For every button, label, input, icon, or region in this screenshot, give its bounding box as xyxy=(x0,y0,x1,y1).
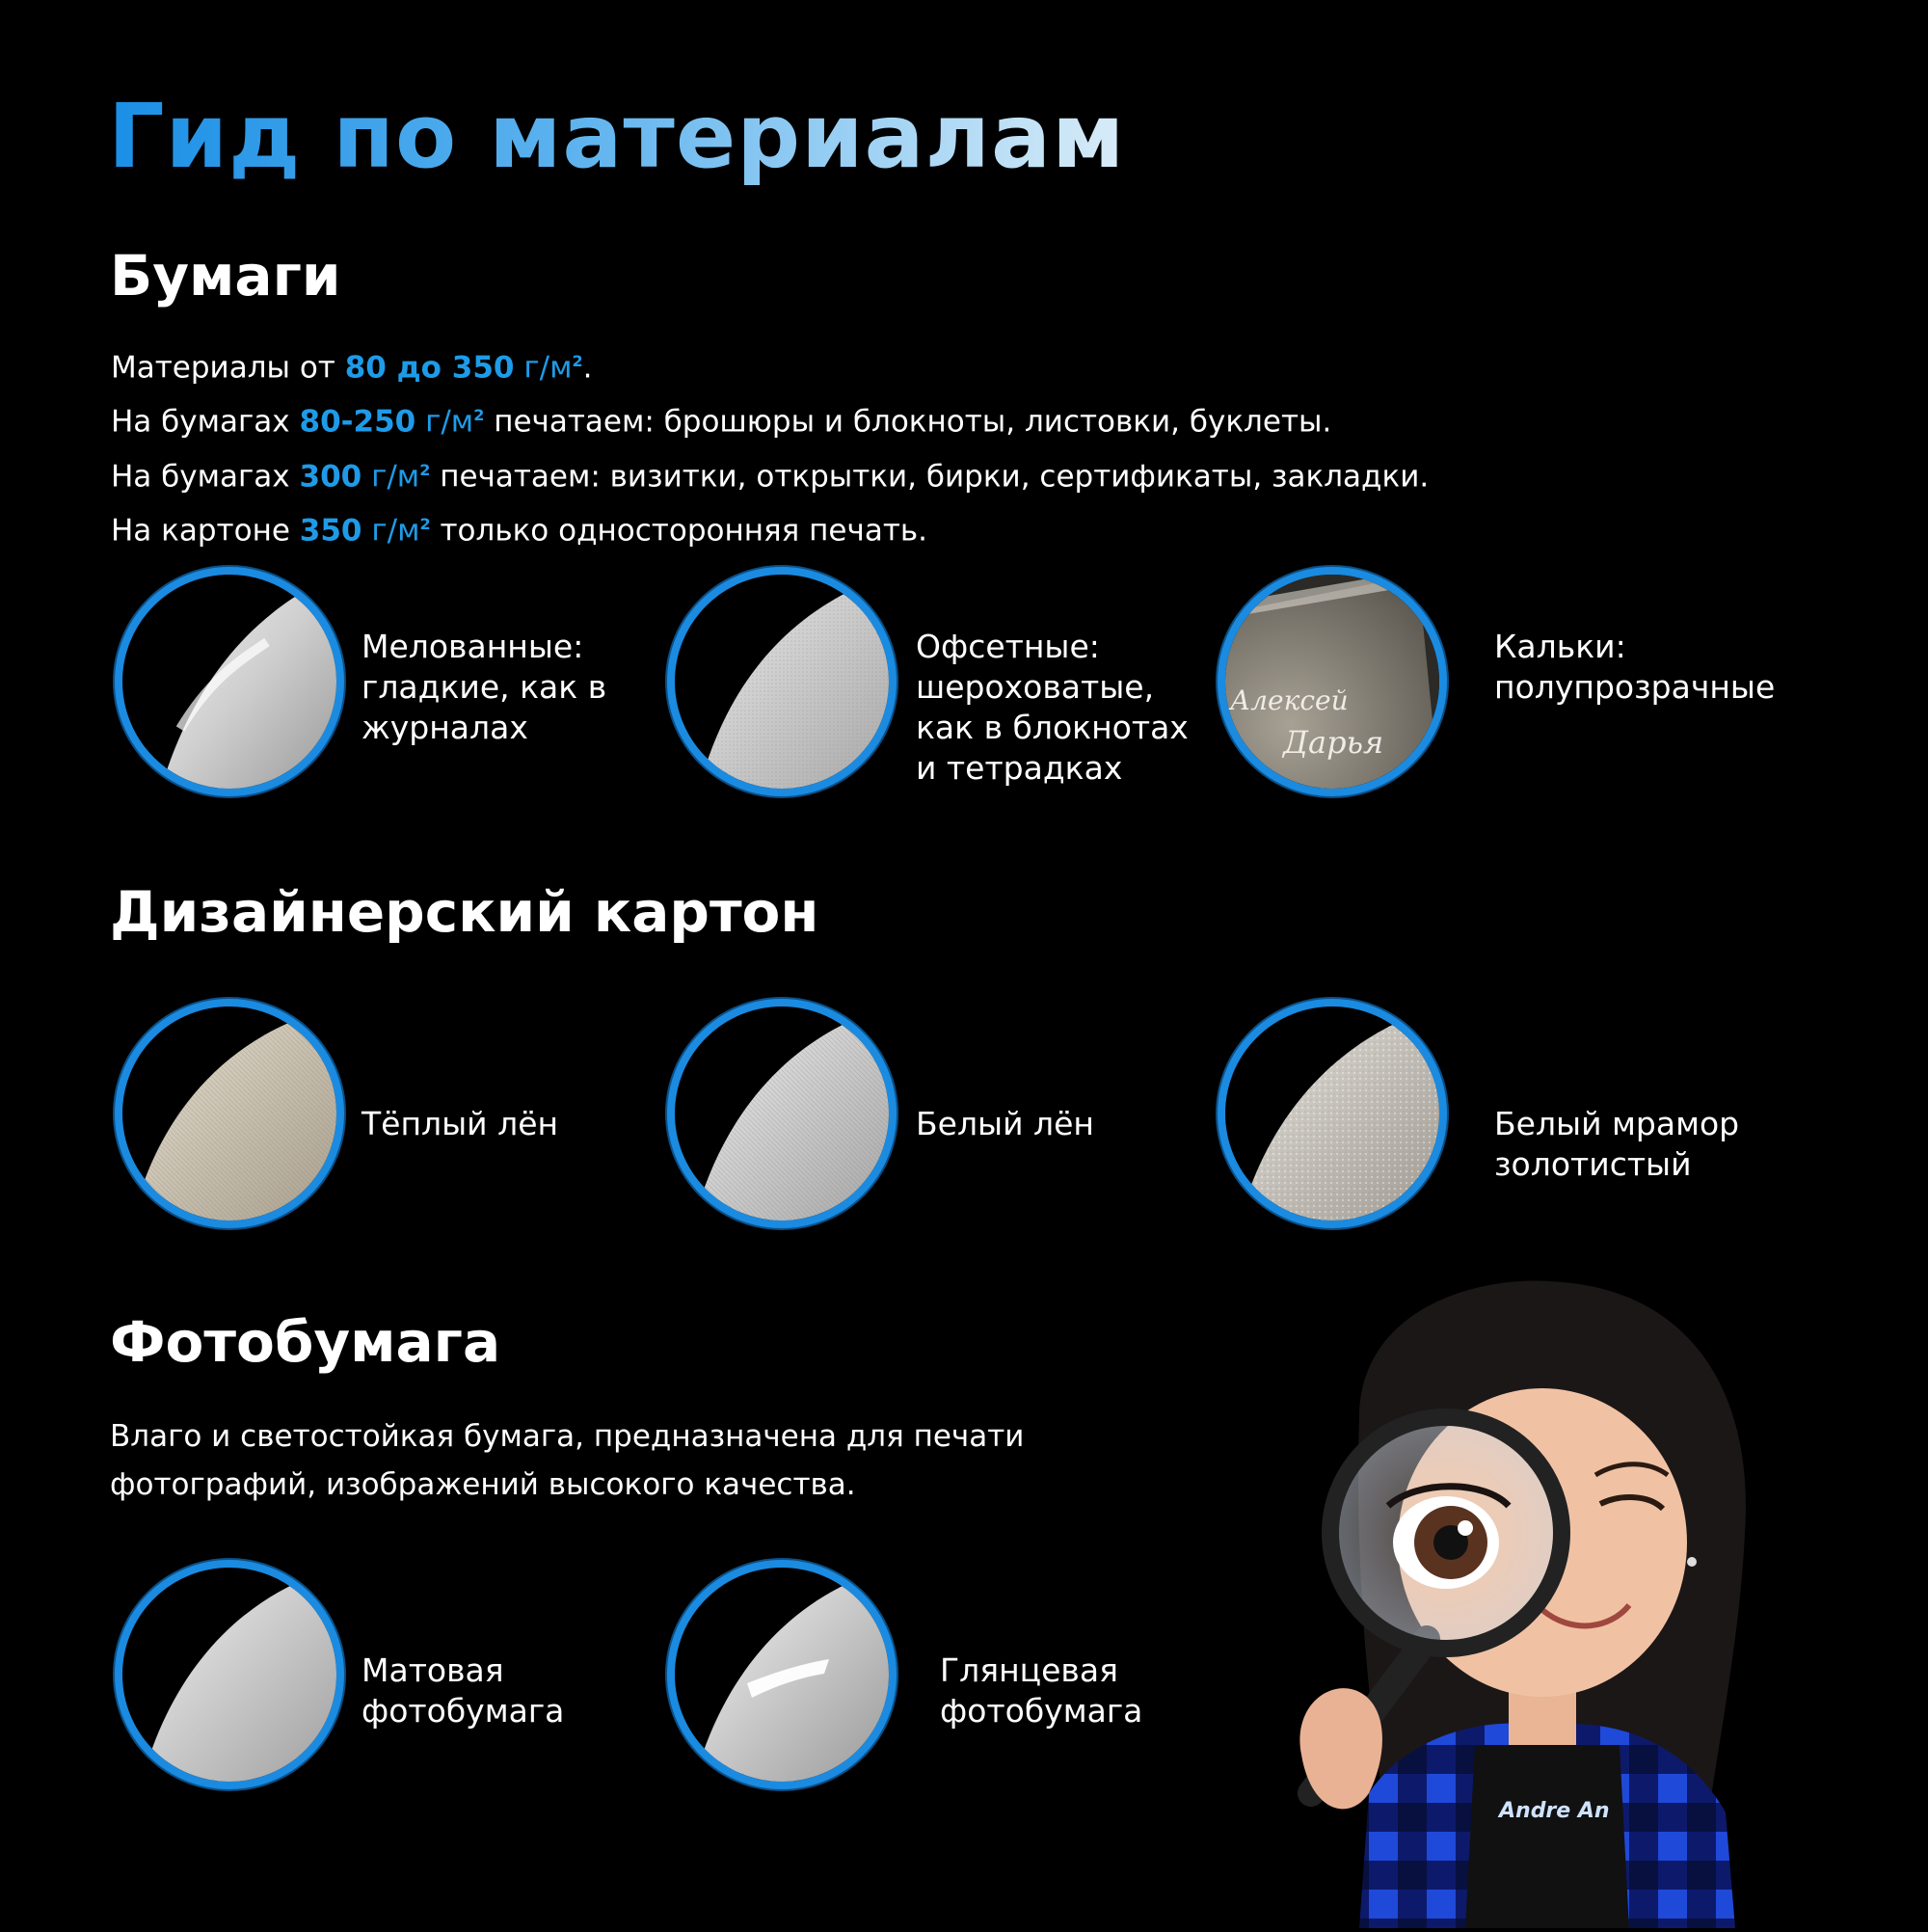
papers-info-line-2: На бумагах 80-250 $г/м^2$ печатаем: брошюры и блокноты, листовки, буклеты. xyxy=(111,404,1332,440)
section-title-photo: Фотобумага xyxy=(110,1309,501,1375)
offset-paper-sample xyxy=(667,567,897,796)
warm-linen-sample xyxy=(115,999,344,1228)
glossy-photo-paper-sample xyxy=(667,1560,897,1789)
papers-info xyxy=(111,337,1429,554)
coated-paper-sample xyxy=(115,567,344,796)
white-marble-gold-sample xyxy=(1218,999,1447,1228)
svg-text:Алексей: Алексей xyxy=(1230,684,1349,716)
section-title-papers: Бумаги xyxy=(110,243,341,309)
calque-paper-label: Кальки: полупрозрачные xyxy=(1494,628,1776,706)
mascot-illustration xyxy=(1253,1253,1832,1928)
calque-paper-sample xyxy=(1218,567,1447,796)
white-linen-sample xyxy=(667,999,897,1228)
matte-photo-paper-label: Матовая фотобумага xyxy=(362,1651,565,1730)
svg-text:Andre An: Andre An xyxy=(1499,1799,1610,1823)
offset-paper-label: Офсетные: шероховатые, как в блокнотах и тетрадках xyxy=(916,628,1189,787)
matte-photo-paper-sample xyxy=(115,1560,344,1789)
white-marble-gold-label: Белый мрамор золотистый xyxy=(1494,1105,1740,1183)
warm-linen-label: Тёплый лён xyxy=(362,1105,559,1142)
papers-info-line-4: На картоне 350 $г/м^2$ только односторонняя печать. xyxy=(111,513,927,549)
page-title: Гид по материалам xyxy=(108,85,1126,188)
photo-paper-description: Влаго и светостойкая бумага, предназначена для печати фотографий, изображений высокого качества. xyxy=(110,1419,1025,1502)
papers-info-line-1: Материалы от 80 до 350 $г/м^2$. xyxy=(111,350,593,386)
svg-text:Дарья: Дарья xyxy=(1283,724,1384,761)
white-linen-label: Белый лён xyxy=(916,1105,1094,1142)
coated-paper-label: Мелованные: гладкие, как в журналах xyxy=(362,628,607,746)
papers-info-line-3: На бумагах 300 $г/м^2$ печатаем: визитки, открытки, бирки, сертификаты, закладки. xyxy=(111,458,1430,494)
glossy-photo-paper-label: Глянцевая фотобумага xyxy=(940,1651,1143,1730)
section-title-cardboard: Дизайнерский картон xyxy=(110,879,819,945)
